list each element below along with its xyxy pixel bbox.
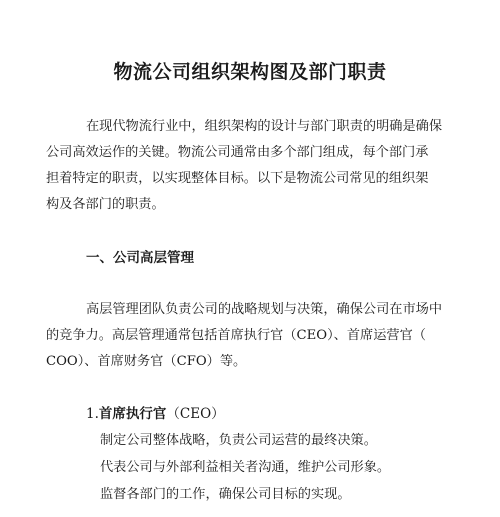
section-heading: 一、公司高层管理 xyxy=(86,250,194,266)
section-line: COO）、首席财务官（CFO）等。 xyxy=(46,354,247,369)
section-line: 高层管理团队负责公司的战略规划与决策，确保公司在市场中 xyxy=(86,302,443,317)
subsection-number: 1. xyxy=(86,406,99,422)
intro-line: 公司高效运作的关键。物流公司通常由多个部门组成，每个部门承 xyxy=(46,145,429,160)
subsection-heading xyxy=(86,401,225,427)
subsection-abbr: （CEO） xyxy=(166,406,225,422)
list-item: 代表公司与外部利益相关者沟通，维护公司形象。 xyxy=(100,460,391,475)
subsection-name: 首席执行官 xyxy=(98,406,167,422)
intro-paragraph xyxy=(46,114,470,218)
list-item: 监督各部门的工作，确保公司目标的实现。 xyxy=(100,487,351,502)
intro-line: 担着特定的职责，以实现整体目标。以下是物流公司常见的组织架 xyxy=(46,171,429,186)
section-line: 的竞争力。高层管理通常包括首席执行官（CEO）、首席运营官（ xyxy=(46,328,426,343)
document-title: 物流公司组织架构图及部门职责 xyxy=(113,61,387,83)
responsibility-list xyxy=(100,427,480,508)
intro-line: 构及各部门的职责。 xyxy=(46,197,165,212)
list-item: 制定公司整体战略，负责公司运营的最终决策。 xyxy=(100,433,377,448)
intro-line: 在现代物流行业中，组织架构的设计与部门职责的明确是确保 xyxy=(86,119,443,134)
section-paragraph xyxy=(46,297,470,375)
